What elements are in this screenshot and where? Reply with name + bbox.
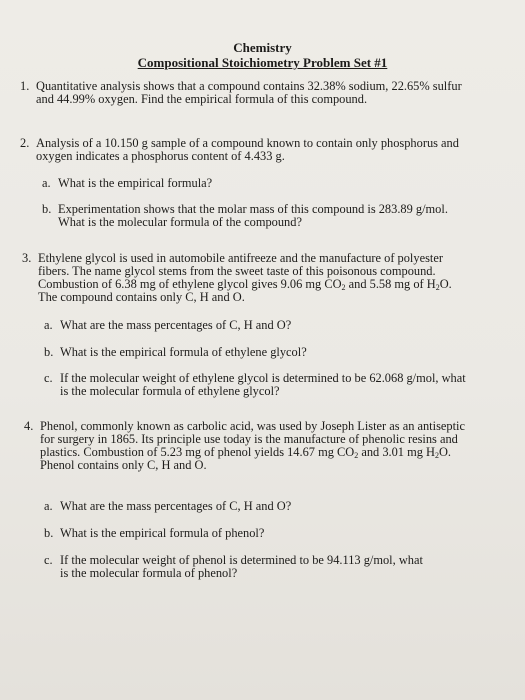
question-1-text [36,80,462,106]
question-4c-line: is the molecular formula of phenol? [60,566,238,580]
question-3-text [38,252,452,304]
question-3c-line: If the molecular weight of ethylene glycol is determined to be 62.068 g/mol, what [60,371,466,385]
question-3-line: The compound contains only C, H and O. [38,290,245,304]
question-3-line: Combustion of 6.38 mg of ethylene glycol gives 9.06 mg $CO_2$ and 5.58 mg of $H_2O$. [38,277,452,292]
question-4-line: Phenol contains only C, H and O. [40,458,207,472]
question-2-number: 2. [20,136,30,150]
question-3a-text: What are the mass percentages of C, H and O? [60,318,292,332]
question-2-text [36,137,459,163]
question-4c-line: If the molecular weight of phenol is determined to be 94.113 g/mol, what [60,553,423,567]
question-2a-text: What is the empirical formula? [58,176,213,190]
question-4-line: Phenol, commonly known as carbolic acid, was used by Joseph Lister as an antiseptic [40,419,465,433]
question-2a-label: a. [42,176,51,190]
question-3a-label: a. [44,318,53,332]
question-4b-label: b. [44,526,54,540]
question-3c-line: is the molecular formula of ethylene glycol? [60,384,280,398]
question-4-number: 4. [24,419,34,433]
question-1-number: 1. [20,79,30,93]
question-2b-label: b. [42,202,52,216]
question-2-line: Analysis of a 10.150 g sample of a compound known to contain only phosphorus and [36,136,459,150]
question-4-line: for surgery in 1865. Its principle use today is the manufacture of phenolic resins and [40,432,458,446]
question-3-number: 3. [22,251,32,265]
question-4c-label: c. [44,553,53,567]
question-1-line: and 44.99% oxygen. Find the empirical formula of this compound. [36,92,368,106]
question-4a-text: What are the mass percentages of C, H and O? [60,499,292,513]
question-2b-line: What is the molecular formula of the compound? [58,215,302,229]
question-4b-text: What is the empirical formula of phenol? [60,526,265,540]
question-2-line: oxygen indicates a phosphorus content of 4.433 g. [36,149,285,163]
question-3c-label: c. [44,371,53,385]
question-3-line: fibers. The name glycol stems from the sweet taste of this poisonous compound. [38,264,436,278]
problem-set-title: Compositional Stoichiometry Problem Set #1 [137,55,388,70]
question-3-line: Ethylene glycol is used in automobile antifreeze and the manufacture of polyester [38,251,443,265]
question-3b-label: b. [44,345,54,359]
question-4-text [40,420,465,472]
question-4-line: plastics. Combustion of 5.23 mg of phenol yields 14.67 mg $CO_2$ and 3.01 mg $H_2O$. [40,445,452,460]
question-1-line: Quantitative analysis shows that a compound contains 32.38% sodium, 22.65% sulfur [36,79,462,93]
question-4a-label: a. [44,499,53,513]
subject-heading: Chemistry [233,40,292,55]
question-2b-line: Experimentation shows that the molar mass of this compound is 283.89 g/mol. [58,202,448,216]
question-3b-text: What is the empirical formula of ethylene glycol? [60,345,307,359]
